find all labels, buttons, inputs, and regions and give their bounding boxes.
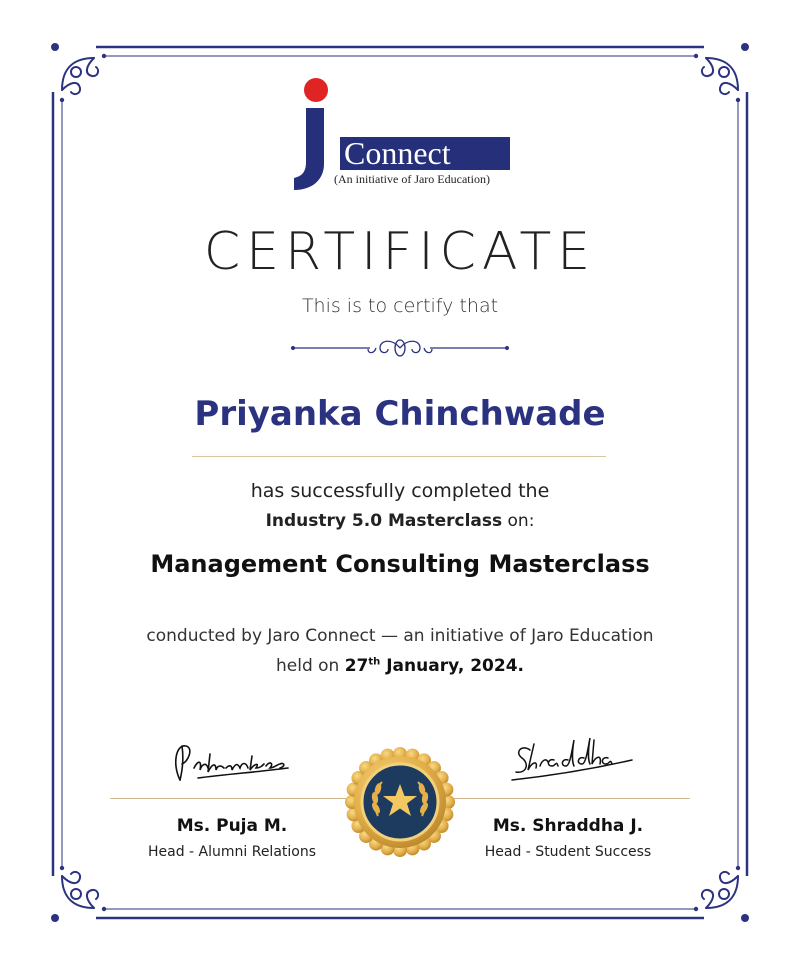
scroll-flourish-icon (696, 868, 744, 916)
signatory-name: Ms. Shraddha J. (492, 816, 644, 836)
course-title: Management Consulting Masterclass (150, 550, 650, 578)
held-date-line (0, 656, 800, 676)
signatory-role: Head - Alumni Relations (147, 844, 317, 860)
completed-line: has successfully completed the (250, 480, 550, 502)
certificate-title: CERTIFICATE (203, 222, 597, 282)
signature-shraddha (508, 730, 636, 790)
logo-tagline: (An initiative of Jaro Education) (334, 172, 490, 186)
program-suffix: on: (507, 511, 535, 531)
held-day: 27 (344, 656, 369, 676)
name-underline (192, 456, 606, 457)
jaro-connect-logo (290, 78, 510, 194)
scroll-flourish-icon (56, 50, 104, 98)
program-name: Industry 5.0 Masterclass (265, 511, 503, 531)
program-line (0, 511, 800, 531)
held-prefix: held on (275, 656, 340, 676)
scroll-flourish-icon (56, 868, 104, 916)
held-date-rest: January, 2024. (386, 656, 524, 676)
recipient-name: Priyanka Chinchwade (194, 394, 606, 434)
held-day-suffix: th (368, 656, 381, 668)
conducted-line: conducted by Jaro Connect — an initiative of Jaro Education (146, 626, 654, 646)
signatory-left (102, 816, 362, 860)
signatory-role: Head - Student Success (484, 844, 652, 860)
signatory-right (438, 816, 698, 860)
flourish-divider-icon (288, 334, 512, 360)
signature-puja (168, 734, 298, 790)
certify-line: This is to certify that (301, 295, 499, 317)
scroll-flourish-icon (696, 50, 744, 98)
logo-brand-text: Connect (340, 137, 510, 170)
signatory-name: Ms. Puja M. (176, 816, 288, 836)
